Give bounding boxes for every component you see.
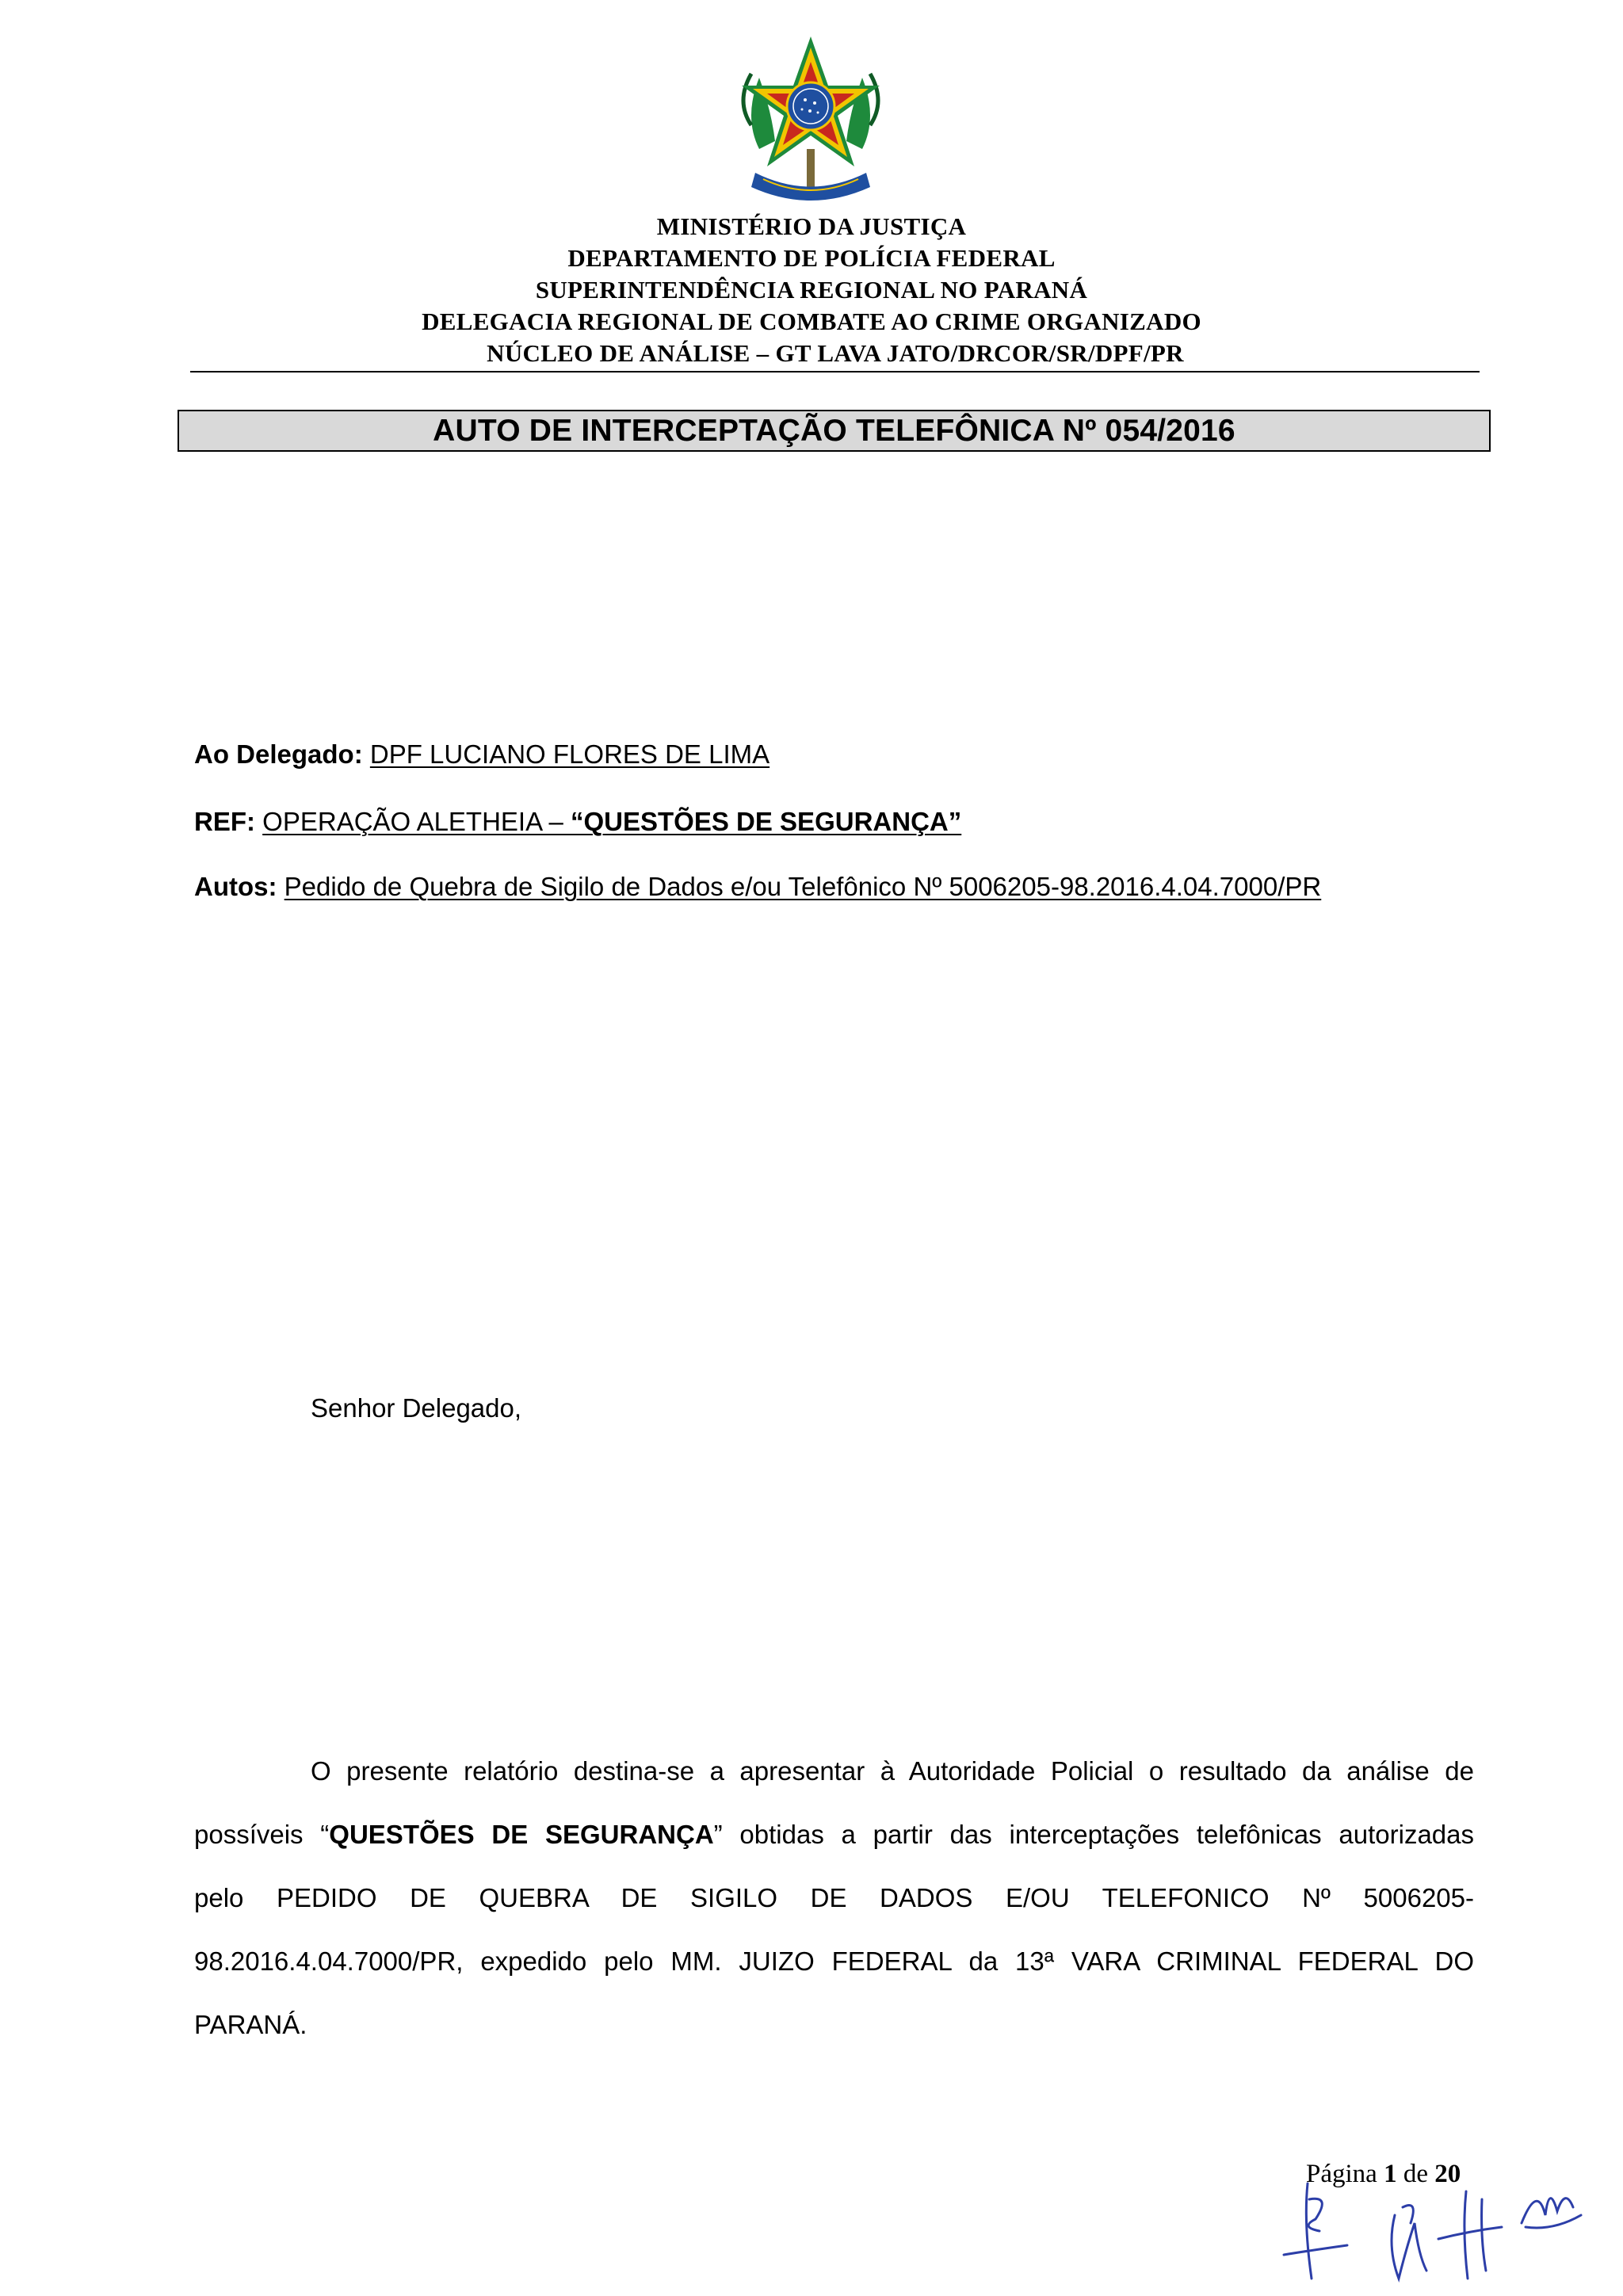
addressee-value: DPF LUCIANO FLORES DE LIMA: [369, 739, 770, 769]
document-title: AUTO DE INTERCEPTAÇÃO TELEFÔNICA Nº 054/2016: [433, 413, 1235, 448]
ref-line: [194, 807, 961, 837]
header-line-ministry: MINISTÉRIO DA JUSTIÇA: [656, 212, 967, 240]
body-line-3: pelo PEDIDO DE QUEBRA DE SIGILO DE DADOS E/OU TELEFONICO Nº 5006205-: [194, 1883, 1474, 1912]
handwritten-signatures: [1260, 2152, 1593, 2286]
body-line-5: PARANÁ.: [194, 2010, 307, 2039]
page-label: Página: [1306, 2160, 1377, 2188]
autos-value: Pedido de Quebra de Sigilo de Dados e/ou Telefônico Nº 5006205-98.2016.4.04.7000/PR: [284, 872, 1322, 901]
header-line-department: DEPARTAMENTO DE POLÍCIA FEDERAL: [567, 244, 1056, 272]
body-line-1: O presente relatório destina-se a apresentar à Autoridade Policial o resultado da análise de: [311, 1756, 1474, 1786]
coat-of-arms-emblem: [727, 30, 894, 212]
autos-line: [194, 872, 1321, 902]
ref-label: REF:: [194, 807, 255, 836]
addressee-line: [194, 739, 769, 770]
page-current: 1: [1384, 2160, 1397, 2188]
header-line-superintendence: SUPERINTENDÊNCIA REGIONAL NO PARANÁ: [535, 276, 1088, 304]
body-line-4: 98.2016.4.04.7000/PR, expedido pelo MM. JUIZO FEDERAL da 13ª VARA CRIMINAL FEDERAL DO: [194, 1946, 1474, 1976]
ref-value: [262, 807, 961, 836]
page-of: de: [1403, 2160, 1428, 2188]
page-total: 20: [1434, 2160, 1461, 2188]
addressee-label: Ao Delegado:: [194, 739, 363, 769]
autos-label: Autos:: [194, 872, 277, 901]
document-title-box: [178, 410, 1491, 452]
ref-value-plain: OPERAÇÃO ALETHEIA –: [262, 807, 571, 836]
header-line-delegacia: DELEGACIA REGIONAL DE COMBATE AO CRIME ORGANIZADO: [422, 308, 1201, 335]
ref-value-bold: “QUESTÕES DE SEGURANÇA”: [571, 807, 962, 836]
header-line-nucleo: NÚCLEO DE ANÁLISE – GT LAVA JATO/DRCOR/SR/DPF/PR: [487, 339, 1184, 367]
body-line-2: [194, 1803, 1474, 1866]
header-divider: [190, 371, 1480, 372]
body-paragraph: [194, 1740, 1474, 2057]
body-line-2-bold: QUESTÕES DE SEGURANÇA: [329, 1820, 714, 1849]
body-line-2-b: ” obtidas a partir das interceptações telefônicas autorizadas: [713, 1820, 1474, 1849]
salutation: Senhor Delegado,: [311, 1393, 522, 1423]
body-line-2-a: possíveis “: [194, 1820, 330, 1849]
